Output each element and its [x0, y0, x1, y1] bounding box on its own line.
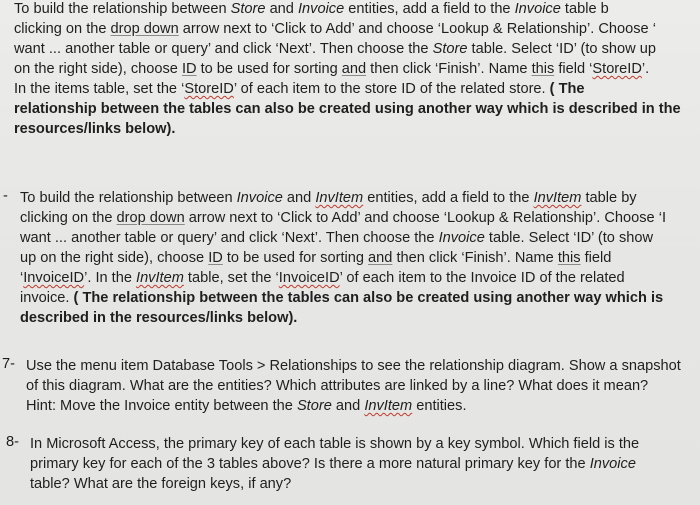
text-line: In Microsoft Access, the primary key of each table is shown by a key symbol. Which field is the — [30, 436, 640, 452]
text-line: Hint: Move the Invoice entity between the Store and InvItem entities. — [26, 398, 467, 414]
paragraph-store-invoice — [14, 0, 700, 139]
text-line: To build the relationship between Store and Invoice entities, add a field to the Invoice table b — [14, 1, 609, 17]
text-line: of this diagram. What are the entities? Which attributes are linked by a line? What does it mean? — [26, 378, 649, 394]
text-line: table? What are the foreign keys, if any? — [30, 476, 292, 492]
text-line: on the right side), choose ID to be used for sorting and then click ‘Finish’. Name this field ‘StoreID’. — [14, 61, 650, 77]
text-line: clicking on the drop down arrow next to ‘Click to Add’ and choose ‘Lookup & Relationship’. Choose ‘ — [14, 21, 656, 37]
text-line: want ... another table or query’ and click ‘Next’. Then choose the Store table. Select ‘ID’ (to show up — [14, 41, 656, 57]
paragraph-invoice-invitem — [20, 188, 700, 328]
text-line: primary key for each of the 3 tables above? Is there a more natural primary key for the Invoice — [30, 456, 636, 472]
text-line: up on the right side), choose ID to be used for sorting and then click ‘Finish’. Name this field — [20, 250, 612, 266]
question-7 — [26, 356, 700, 416]
text-line: relationship between the tables can also be created using another way which is described in the — [14, 101, 681, 117]
question-number: 8- — [6, 434, 19, 450]
question-number: 7- — [2, 356, 15, 372]
text-line: To build the relationship between Invoice and InvItem entities, add a field to the InvItem table by — [20, 190, 637, 206]
text-line: resources/links below). — [14, 121, 176, 137]
text-line: described in the resources/links below). — [20, 310, 298, 326]
text-line: want ... another table or query’ and click ‘Next’. Then choose the Invoice table. Select ‘ID’ (to show — [20, 230, 654, 246]
text-line: ‘InvoiceID’. In the InvItem table, set the ‘InvoiceID’ of each item to the Invoice ID of the related — [20, 270, 625, 286]
bullet-marker: - — [3, 188, 8, 204]
text-line: clicking on the drop down arrow next to ‘Click to Add’ and choose ‘Lookup & Relationship’. Choose ‘I — [20, 210, 667, 226]
text-line: invoice. ( The relationship between the tables can also be created using another way which is — [20, 290, 664, 306]
text-line: In the items table, set the ‘StoreID’ of each item to the store ID of the related store. ( The — [14, 81, 585, 97]
question-8 — [30, 434, 700, 494]
text-line: Use the menu item Database Tools > Relationships to see the relationship diagram. Show a snapshot — [26, 358, 681, 374]
